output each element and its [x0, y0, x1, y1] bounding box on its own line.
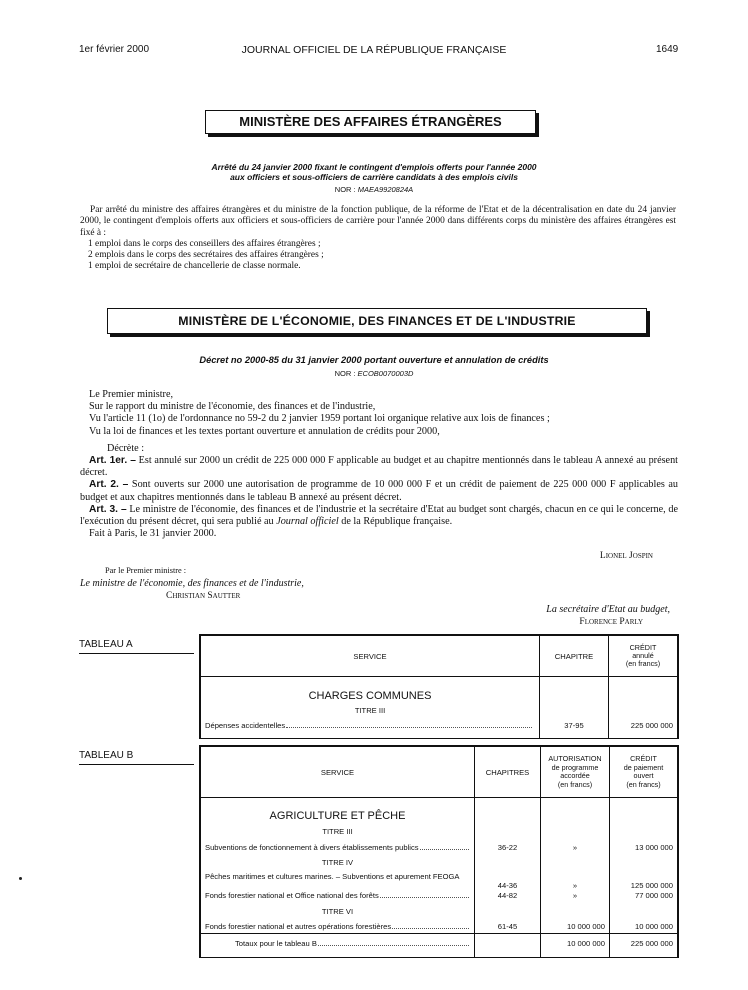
leader-dots: [380, 891, 469, 898]
tableau-a-titre: TITRE III: [354, 706, 386, 715]
totals-credit: 225 000 000: [630, 939, 673, 948]
nor-reference-2: [80, 369, 668, 378]
tableau-b-label: TABLEAU B: [79, 750, 134, 761]
row4-autorisation: 10 000 000: [566, 922, 605, 931]
preamble-line: Vu l'article 11 (1o) de l'ordonnance no 59-2 du 2 janvier 1959 portant loi organique relative aux lois de finances ;: [89, 413, 550, 425]
ministry-box-affaires-etrangeres: [205, 110, 536, 134]
row-service: Fonds forestier national et Office national des forêts: [205, 891, 379, 900]
header-journal-title: JOURNAL OFFICIEL DE LA RÉPUBLIQUE FRANÇAISE: [241, 44, 507, 56]
table-row: [205, 721, 533, 730]
tableau-a: [199, 634, 679, 739]
nor-reference-1: [80, 185, 668, 194]
article-label: Art. 2. –: [89, 479, 129, 491]
totals-rule: [201, 933, 677, 934]
row3-credit: 77 000 000: [634, 891, 673, 900]
row-service: Dépenses accidentelles: [205, 721, 286, 730]
totals-label: Totaux pour le tableau B: [235, 939, 317, 948]
row1-chapitre: 36-22: [497, 843, 518, 852]
totals-autorisation: 10 000 000: [566, 939, 605, 948]
row3-autorisation: »: [572, 891, 578, 900]
table-row: [205, 922, 470, 931]
nor-label: NOR :: [334, 185, 356, 194]
tableau-a-rule: [79, 653, 194, 654]
ministry-title: MINISTÈRE DE L'ÉCONOMIE, DES FINANCES ET DE L'INDUSTRIE: [178, 314, 576, 328]
tableau-b-group: AGRICULTURE ET PÊCHE: [269, 810, 406, 822]
article-text: Sont ouverts sur 2000 une autorisation de programme de 10 000 000 F et un crédit de paiement de 225 000 000 F applicables au budget et aux chapitres mentionnés dans le tableau B annexé au présent décret.: [80, 479, 678, 503]
article-text: de la République française.: [338, 516, 453, 528]
decret-body: [80, 389, 678, 540]
row2-credit: 125 000 000: [630, 881, 673, 890]
tableau-b-titre-vi: TITRE VI: [321, 907, 354, 916]
signatory-parly: Florence Parly: [579, 617, 643, 627]
signatory-jospin: Lionel Jospin: [599, 551, 653, 561]
tableau-a-label: TABLEAU A: [79, 639, 133, 650]
arrete-body: [80, 205, 676, 273]
ministry-title: MINISTÈRE DES AFFAIRES ÉTRANGÈRES: [239, 114, 502, 129]
list-item: 1 emploi de secrétaire de chancellerie de classe normale.: [88, 261, 301, 272]
fait-line: Fait à Paris, le 31 janvier 2000.: [89, 528, 217, 540]
tableau-a-row-chapitre: 37-95: [564, 721, 584, 730]
totals-row: [235, 939, 470, 948]
preamble-line: Vu la loi de finances et les textes portant ouverture et annulation de crédits pour 2000,: [89, 425, 440, 437]
arrete-paragraph: Par arrêté du ministre des affaires étrangères et du ministre de la fonction publique, de la réforme de l'Etat et de la décentralisation en date du 24 janvier 2000, le contingent d'emplois offerts aux officiers et sous-officiers de carrière pour l'année 2000 dans différents corps du ministère des affaires étrangères est fixé à :: [80, 205, 676, 238]
article-label: Art. 3. –: [89, 503, 127, 515]
tableau-b-header-chapitres: CHAPITRES: [475, 747, 541, 798]
tableau-a-header-credit: CRÉDIT annulé (en francs): [609, 636, 677, 677]
table-row: [205, 843, 470, 852]
row1-autorisation: »: [572, 843, 578, 852]
nor-label: NOR :: [334, 369, 356, 378]
preamble-line: Le Premier ministre,: [89, 389, 174, 400]
leader-dots: [286, 721, 532, 728]
ministry-box-economie: [107, 308, 647, 334]
article-1: [80, 455, 678, 479]
article-text-italic: Journal officiel: [276, 516, 339, 528]
secretary-title: La secrétaire d'Etat au budget,: [546, 604, 670, 615]
arrete-title-line2: aux officiers et sous-officiers de carrière candidats à des emplois civils: [230, 172, 518, 182]
header-date: 1er février 2000: [79, 44, 150, 55]
tableau-b-header-service: SERVICE: [201, 747, 475, 798]
signatory-sautter: Christian Sautter: [166, 591, 241, 601]
row-service: Fonds forestier national et autres opérations forestières: [205, 922, 392, 931]
tableau-a-header-chapitre: CHAPITRE: [540, 636, 609, 677]
row-service: Subventions de fonctionnement à divers établissements publics: [205, 843, 419, 852]
leader-dots: [392, 922, 469, 929]
scan-speck: [19, 877, 22, 880]
row1-credit: 13 000 000: [634, 843, 673, 852]
arrete-title-line1: Arrêté du 24 janvier 2000 fixant le contingent d'emplois offerts pour l'année 2000: [211, 162, 537, 172]
nor-value: MAEA9920824A: [357, 185, 414, 194]
article-3: [80, 504, 678, 528]
row2-autorisation: »: [572, 881, 578, 890]
par-le-premier-ministre: Par le Premier ministre :: [105, 566, 187, 575]
header-page-number: 1649: [656, 44, 679, 55]
minister-title: Le ministre de l'économie, des finances et de l'industrie,: [80, 578, 304, 589]
list-item: 1 emploi dans le corps des conseillers des affaires étrangères ;: [88, 238, 321, 249]
article-2: [80, 479, 678, 503]
row4-chapitre: 61-45: [497, 922, 518, 931]
tableau-b-titre-iii: TITRE III: [322, 827, 353, 836]
tableau-a-group: CHARGES COMMUNES: [308, 690, 432, 702]
article-text: Le ministre de l'économie, des finances et de l'industrie et la secrétaire d'Etat au budget sont chargés, chacun en ce qui le concerne, de l'exécution du présent décret, qui sera publié au: [80, 503, 678, 528]
article-text: Est annulé sur 2000 un crédit de 225 000 000 F applicable au budget et au chapitre mentionnés dans le tableau A annexé au présent décret.: [80, 455, 678, 479]
tableau-b-rule: [79, 764, 194, 765]
decrete-line: Décrète :: [107, 442, 145, 454]
preamble-line: Sur le rapport du ministre de l'économie, des finances et de l'industrie,: [89, 401, 376, 413]
row2-chapitre: 44-36: [497, 881, 518, 890]
nor-value: ECOB0070003D: [357, 369, 414, 378]
article-label: Art. 1er. –: [89, 455, 136, 467]
leader-dots: [318, 939, 469, 946]
decret-title: Décret no 2000-85 du 31 janvier 2000 portant ouverture et annulation de crédits: [199, 355, 549, 365]
table-row: [205, 891, 470, 900]
tableau-b: [199, 745, 679, 958]
tableau-b-header-autorisation: AUTORISATION de programme accordée (en francs): [541, 747, 610, 798]
tableau-b-titre-iv: TITRE IV: [321, 858, 354, 867]
tableau-a-row-credit: 225 000 000: [630, 721, 673, 730]
row3-chapitre: 44-82: [497, 891, 518, 900]
leader-dots: [420, 843, 469, 850]
table-row: [205, 872, 470, 881]
row-service: Pêches maritimes et cultures marines. – Subventions et apurement FEOGA: [205, 872, 460, 881]
list-item: 2 emplois dans le corps des secrétaires des affaires étrangères ;: [88, 250, 324, 261]
tableau-a-header-service: SERVICE: [201, 636, 540, 677]
tableau-b-header-credit: CRÉDIT de paiement ouvert (en francs): [610, 747, 677, 798]
arrete-title: [80, 162, 668, 182]
row4-credit: 10 000 000: [634, 922, 673, 931]
